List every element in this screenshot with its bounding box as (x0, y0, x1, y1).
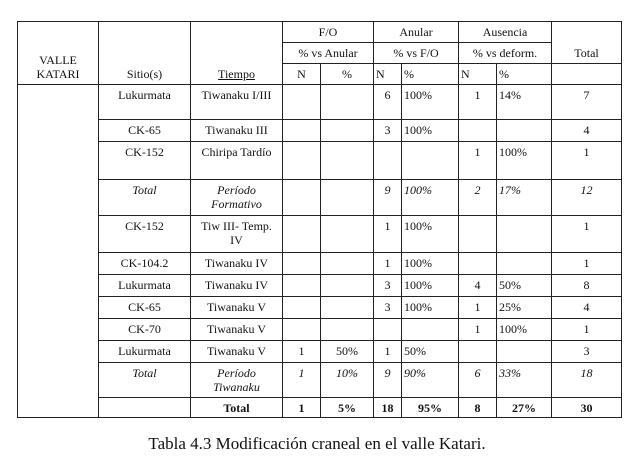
valle-cell (18, 216, 99, 253)
ausencia-pct-cell (497, 341, 552, 363)
tiempo-header-cell (191, 22, 283, 43)
ausencia-pct-cell: 50% (497, 275, 552, 297)
anular-n-cell: 1 (374, 253, 402, 275)
valle-label: VALLE KATARI (18, 43, 99, 85)
fo-pct-cell (321, 297, 374, 319)
ausencia-pct-cell: 33% (497, 363, 552, 398)
table-row (18, 275, 622, 297)
fo-pct-cell (321, 216, 374, 253)
fo-pct-cell (321, 319, 374, 341)
fo-pct-cell (321, 85, 374, 120)
ausencia-n-cell (459, 341, 497, 363)
valle-cell (18, 398, 99, 418)
anular-n-cell (374, 319, 402, 341)
tiempo-cell: Tiwanaku IV (191, 275, 283, 297)
total-cell: 12 (552, 180, 622, 216)
tiempo-header-label: Tiempo (218, 67, 255, 81)
anular-pct-cell: 100% (402, 180, 459, 216)
fo-pct-cell (321, 180, 374, 216)
fo-pct-header: % (321, 64, 374, 85)
fo-n-cell (283, 319, 321, 341)
anular-n-cell: 6 (374, 85, 402, 120)
grand-fo-n-cell: 1 (283, 398, 321, 418)
tiempo-cell: Período Formativo (191, 180, 283, 216)
fo-n-cell (283, 85, 321, 120)
sitio-header-label: Sitio(s) (99, 43, 191, 85)
total-cell: 1 (552, 142, 622, 180)
anular-pct-cell: 100% (402, 297, 459, 319)
sitio-cell: CK-104.2 (99, 253, 191, 275)
anular-subgroup-header: % vs F/O (374, 43, 459, 64)
ausencia-n-cell: 6 (459, 363, 497, 398)
fo-pct-cell (321, 253, 374, 275)
valle-cell (18, 142, 99, 180)
table-row (18, 319, 622, 341)
table-row (18, 180, 622, 216)
sitio-cell: CK-70 (99, 319, 191, 341)
tiempo-cell: Tiwanaku V (191, 319, 283, 341)
grand-fo-pct-cell: 5% (321, 398, 374, 418)
anular-pct-cell (402, 319, 459, 341)
valle-cell (18, 363, 99, 398)
grand-total-row (18, 398, 622, 418)
anular-pct-header: % (402, 64, 459, 85)
anular-pct-cell: 90% (402, 363, 459, 398)
valle-cell (18, 341, 99, 363)
ausencia-n-cell: 1 (459, 297, 497, 319)
tiempo-cell: Tiw III- Temp. IV (191, 216, 283, 253)
anular-n-header: N (374, 64, 402, 85)
sitio-cell: CK-152 (99, 216, 191, 253)
valle-cell (18, 297, 99, 319)
fo-pct-cell: 10% (321, 363, 374, 398)
anular-pct-cell: 100% (402, 275, 459, 297)
fo-n-cell (283, 275, 321, 297)
fo-n-cell (283, 253, 321, 275)
sitio-cell: Lukurmata (99, 85, 191, 120)
ausencia-pct-cell: 25% (497, 297, 552, 319)
total-cell: 18 (552, 363, 622, 398)
anular-n-cell: 9 (374, 363, 402, 398)
fo-n-header: N (283, 64, 321, 85)
anular-pct-cell: 100% (402, 216, 459, 253)
fo-n-cell (283, 142, 321, 180)
fo-pct-cell (321, 275, 374, 297)
total-cell: 1 (552, 319, 622, 341)
anular-n-cell: 3 (374, 297, 402, 319)
valle-header-cell (18, 22, 99, 43)
anular-pct-cell: 100% (402, 120, 459, 142)
table-row (18, 120, 622, 142)
ausencia-n-cell: 4 (459, 275, 497, 297)
anular-n-cell: 1 (374, 341, 402, 363)
table-row (18, 253, 622, 275)
fo-pct-cell: 50% (321, 341, 374, 363)
grand-ausencia-pct-cell: 27% (497, 398, 552, 418)
ausencia-pct-cell: 100% (497, 319, 552, 341)
ausencia-n-cell: 1 (459, 319, 497, 341)
tiempo-cell: Chiripa Tardío (191, 142, 283, 180)
anular-pct-cell: 100% (402, 253, 459, 275)
table-row (18, 85, 622, 120)
tiempo-cell: Tiwanaku III (191, 120, 283, 142)
sitio-cell: CK-65 (99, 297, 191, 319)
total-header-label: Total (552, 43, 622, 64)
valle-cell (18, 253, 99, 275)
table-row (18, 363, 622, 398)
tiempo-cell: Tiwanaku V (191, 297, 283, 319)
anular-n-cell: 3 (374, 275, 402, 297)
tiempo-cell: Tiwanaku V (191, 341, 283, 363)
grand-total-cell: 30 (552, 398, 622, 418)
anular-n-cell: 3 (374, 120, 402, 142)
total-header-cell (552, 22, 622, 43)
fo-pct-cell (321, 142, 374, 180)
table-caption: Tabla 4.3 Modificación craneal en el valle Katari. (148, 434, 486, 453)
anular-group-header: Anular (374, 22, 459, 43)
ausencia-pct-cell: 100% (497, 142, 552, 180)
ausencia-group-header: Ausencia (459, 22, 552, 43)
grand-anular-pct-cell: 95% (402, 398, 459, 418)
sitio-cell: Lukurmata (99, 275, 191, 297)
ausencia-pct-cell (497, 216, 552, 253)
total-cell: 7 (552, 85, 622, 120)
anular-pct-cell (402, 142, 459, 180)
valle-cell (18, 120, 99, 142)
fo-n-cell: 1 (283, 341, 321, 363)
total-cell: 4 (552, 120, 622, 142)
sitio-cell: Lukurmata (99, 341, 191, 363)
table-row (18, 216, 622, 253)
ausencia-pct-cell (497, 253, 552, 275)
table-row (18, 297, 622, 319)
table-row (18, 341, 622, 363)
anular-n-cell (374, 142, 402, 180)
total-cell: 1 (552, 253, 622, 275)
sitio-cell: CK-152 (99, 142, 191, 180)
fo-n-cell (283, 216, 321, 253)
anular-n-cell: 9 (374, 180, 402, 216)
ausencia-pct-header: % (497, 64, 552, 85)
grand-anular-n-cell: 18 (374, 398, 402, 418)
ausencia-pct-cell (497, 120, 552, 142)
sitio-cell: CK-65 (99, 120, 191, 142)
valle-cell (18, 180, 99, 216)
fo-n-cell (283, 120, 321, 142)
sitio-cell: Total (99, 363, 191, 398)
valle-cell (18, 275, 99, 297)
total-sub-header (552, 64, 622, 85)
fo-subgroup-header: % vs Anular (283, 43, 374, 64)
total-cell: 3 (552, 341, 622, 363)
ausencia-n-header: N (459, 64, 497, 85)
cranial-modification-table (17, 21, 622, 418)
ausencia-n-cell (459, 253, 497, 275)
grand-ausencia-n-cell: 8 (459, 398, 497, 418)
ausencia-n-cell: 2 (459, 180, 497, 216)
total-cell: 8 (552, 275, 622, 297)
ausencia-n-cell (459, 216, 497, 253)
fo-n-cell: 1 (283, 363, 321, 398)
ausencia-n-cell (459, 120, 497, 142)
ausencia-n-cell: 1 (459, 142, 497, 180)
anular-pct-cell: 100% (402, 85, 459, 120)
fo-n-cell (283, 297, 321, 319)
anular-n-cell: 1 (374, 216, 402, 253)
sitio-header-cell (99, 22, 191, 43)
total-cell: 4 (552, 297, 622, 319)
valle-cell (18, 85, 99, 120)
ausencia-pct-cell: 14% (497, 85, 552, 120)
tiempo-cell: Tiwanaku IV (191, 253, 283, 275)
valle-cell (18, 319, 99, 341)
fo-pct-cell (321, 120, 374, 142)
table-row (18, 142, 622, 180)
fo-n-cell (283, 180, 321, 216)
grand-total-label: Total (191, 398, 283, 418)
tiempo-cell: Tiwanaku I/III (191, 85, 283, 120)
ausencia-n-cell: 1 (459, 85, 497, 120)
sitio-cell: Total (99, 180, 191, 216)
ausencia-pct-cell: 17% (497, 180, 552, 216)
ausencia-subgroup-header: % vs deform. (459, 43, 552, 64)
tiempo-cell: Período Tiwanaku (191, 363, 283, 398)
total-cell: 1 (552, 216, 622, 253)
sitio-cell (99, 398, 191, 418)
fo-group-header: F/O (283, 22, 374, 43)
anular-pct-cell: 50% (402, 341, 459, 363)
